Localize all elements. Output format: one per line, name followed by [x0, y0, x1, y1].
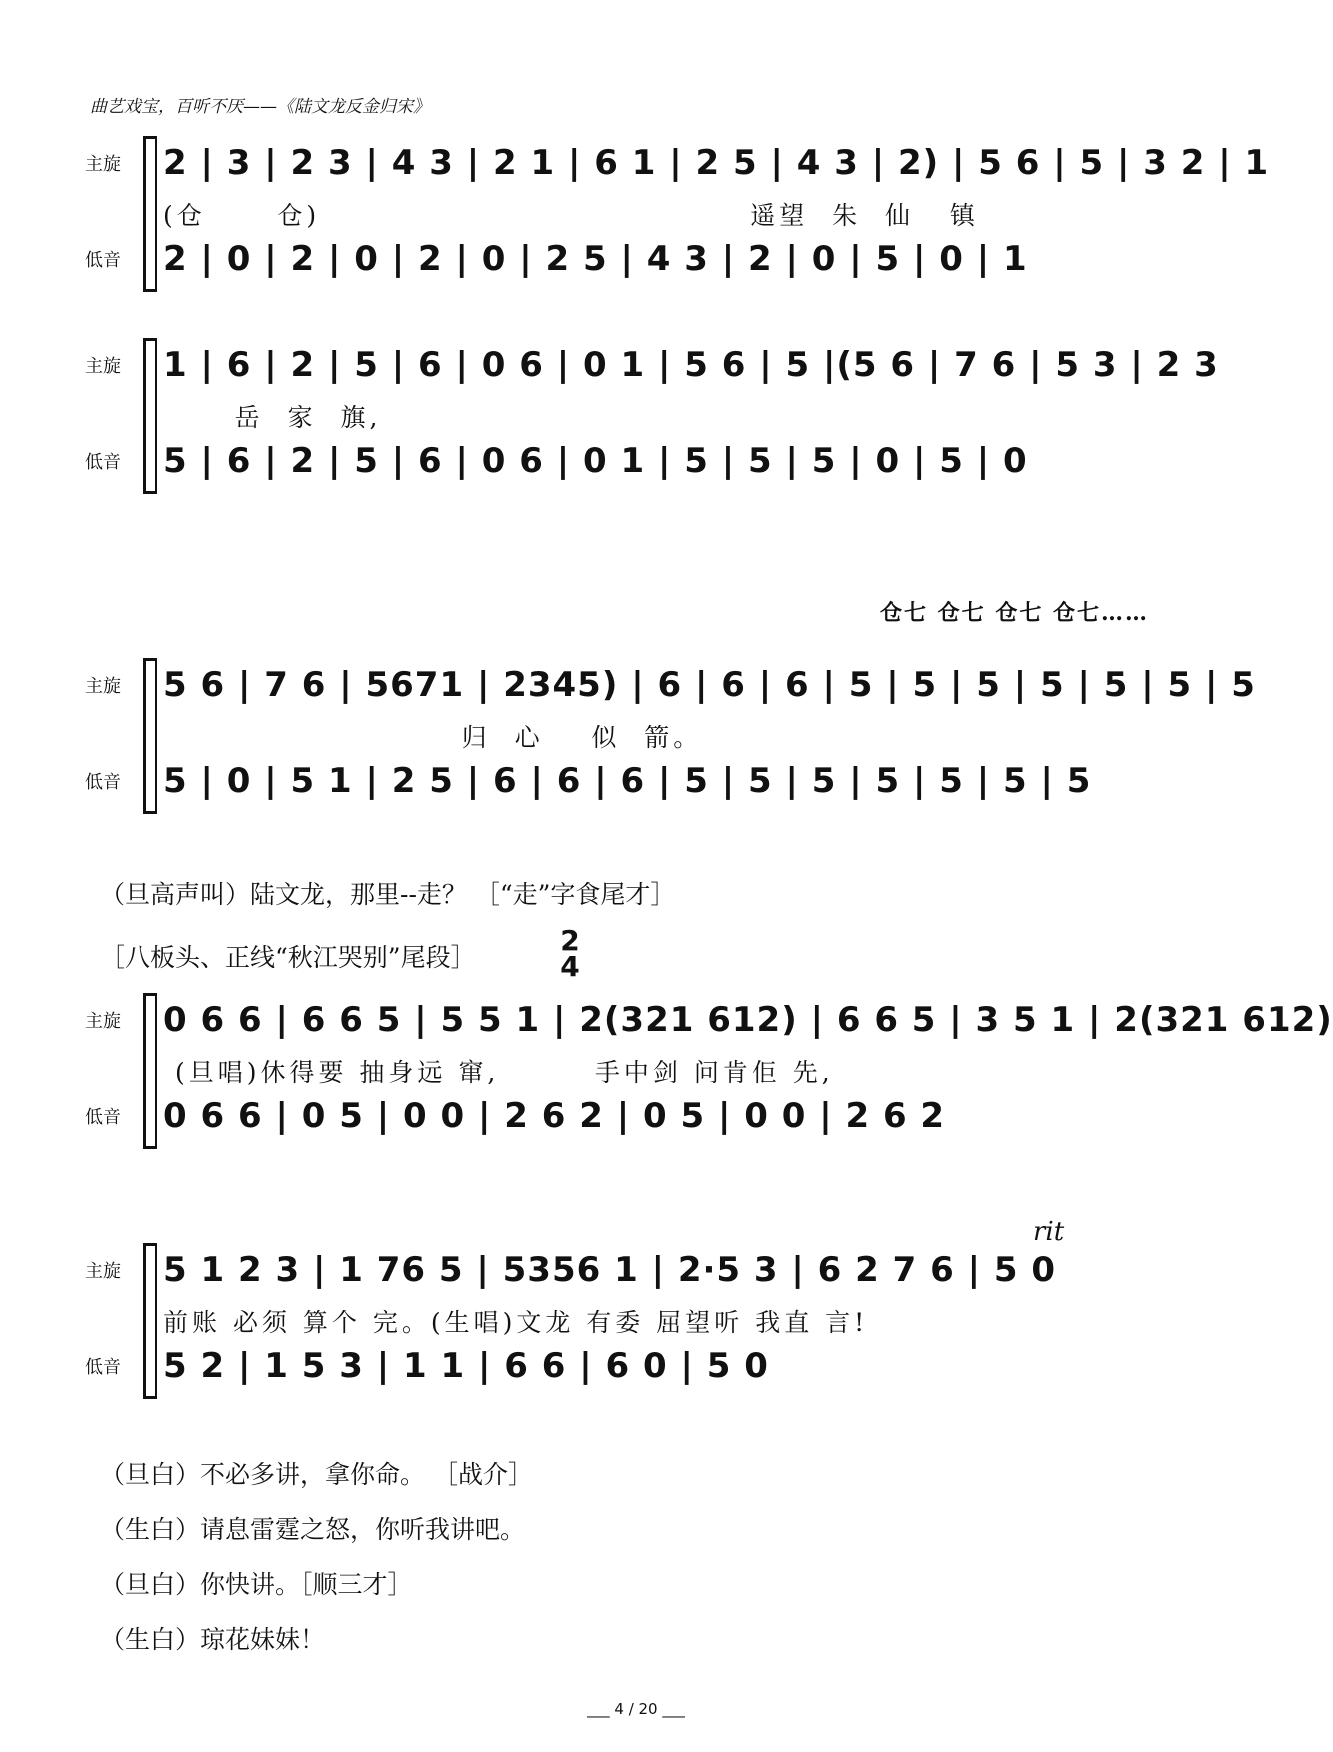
dialogue-line: （旦白）不必多讲，拿你命。 ［战介］ — [100, 1460, 533, 1489]
melody-notes: 5 6 | 7 6 | 5671 | 2345) | 6 | 6 | 6 | 5 | 5 | 5 | 5 | 5 | 5 | 5 — [163, 665, 1256, 705]
bass-notes: 5 2 | 1 5 3 | 1 1 | 6 6 | 6 0 | 5 0 — [163, 1346, 769, 1386]
page-header-title: 曲艺戏宝，百听不厌——《陆文龙反金归宋》 — [90, 97, 430, 117]
bass-part-label: 低音 — [85, 1357, 121, 1378]
system-brace-line — [155, 993, 157, 1149]
melody-notes: 2 | 3 | 2 3 | 4 3 | 2 1 | 6 1 | 2 5 | 4 3 | 2) | 5 6 | 5 | 3 2 | 1 — [163, 143, 1270, 183]
score-system-4 — [85, 985, 1333, 1155]
lyrics-line: (仓 仓) 遥望 朱 仙 镇 — [163, 201, 979, 230]
system-rows — [163, 650, 1256, 820]
bass-part-label: 低音 — [85, 250, 121, 271]
melody-part-label: 主旋 — [85, 1261, 121, 1282]
time-signature-top: 2 — [560, 924, 580, 957]
percussion-line: 仓七 仓七 仓七 仓七…… — [880, 600, 1149, 626]
system-rows — [163, 1217, 1195, 1405]
melody-notes: 0 6 6 | 6 6 5 | 5 5 1 | 2(321 612) | 6 6 5 | 3 5 1 | 2(321 612) — [163, 1000, 1333, 1040]
lyrics-line: 岳 家 旗, — [163, 403, 382, 432]
time-signature-bottom: 4 — [560, 950, 580, 983]
system-rows — [163, 128, 1270, 298]
lyrics-line: 前账 必须 算个 完。(生唱)文龙 有委 屈望听 我直 言! — [163, 1308, 869, 1337]
system-brace-line — [155, 338, 157, 494]
melody-part-label: 主旋 — [85, 676, 121, 697]
melody-notes: 1 | 6 | 2 | 5 | 6 | 0 6 | 0 1 | 5 6 | 5 |(5 6 | 7 6 | 5 3 | 2 3 — [163, 345, 1219, 385]
dialogue-line: （生白）琼花妹妹！ — [100, 1625, 326, 1654]
dialogue-line: （生白）请息雷霆之怒，你听我讲吧。 — [100, 1515, 526, 1544]
score-system-5 — [85, 1217, 1195, 1405]
system-brace-line — [155, 1243, 157, 1399]
bass-notes: 2 | 0 | 2 | 0 | 2 | 0 | 2 5 | 4 3 | 2 | 0 | 5 | 0 | 1 — [163, 239, 1028, 279]
bass-notes: 0 6 6 | 0 5 | 0 0 | 2 6 2 | 0 5 | 0 0 | 2 6 2 — [163, 1096, 946, 1136]
time-signature — [555, 924, 585, 983]
bass-part-label: 低音 — [85, 772, 121, 793]
score-system-2 — [85, 330, 1219, 500]
melody-part-label: 主旋 — [85, 356, 121, 377]
spoken-line: （旦高声叫）陆文龙，那里--走？ ［“走”字食尾才］ — [100, 880, 676, 909]
melody-notes: 5 1 2 3 | 1 76 5 | 5356 1 | 2·5 3 | 6 2 7 6 | 5 0 — [163, 1250, 1057, 1290]
score-system-3 — [85, 650, 1256, 820]
system-rows — [163, 985, 1333, 1155]
dialogue-line: （旦白）你快讲。［顺三才］ — [100, 1570, 413, 1599]
section-heading: ［八板头、正线“秋江哭别”尾段］ — [100, 943, 476, 972]
melody-part-label: 主旋 — [85, 1011, 121, 1032]
bass-notes: 5 | 6 | 2 | 5 | 6 | 0 6 | 0 1 | 5 | 5 | 5 | 0 | 5 | 0 — [163, 441, 1028, 481]
page-number: ___ 4 / 20 ___ — [587, 1700, 685, 1718]
system-brace-line — [155, 136, 157, 292]
lyrics-line: (旦唱)休得要 抽身远 窜, 手中剑 问肯佢 先, — [163, 1058, 834, 1087]
score-system-1 — [85, 128, 1270, 298]
lyrics-line: 归 心 似 箭。 — [163, 723, 703, 752]
bass-part-label: 低音 — [85, 452, 121, 473]
bass-notes: 5 | 0 | 5 1 | 2 5 | 6 | 6 | 6 | 5 | 5 | 5 | 5 | 5 | 5 | 5 — [163, 761, 1092, 801]
bass-part-label: 低音 — [85, 1107, 121, 1128]
system-rows — [163, 330, 1219, 500]
system-brace-line — [155, 658, 157, 814]
rit-marking: rit — [1033, 1217, 1065, 1247]
melody-part-label: 主旋 — [85, 154, 121, 175]
